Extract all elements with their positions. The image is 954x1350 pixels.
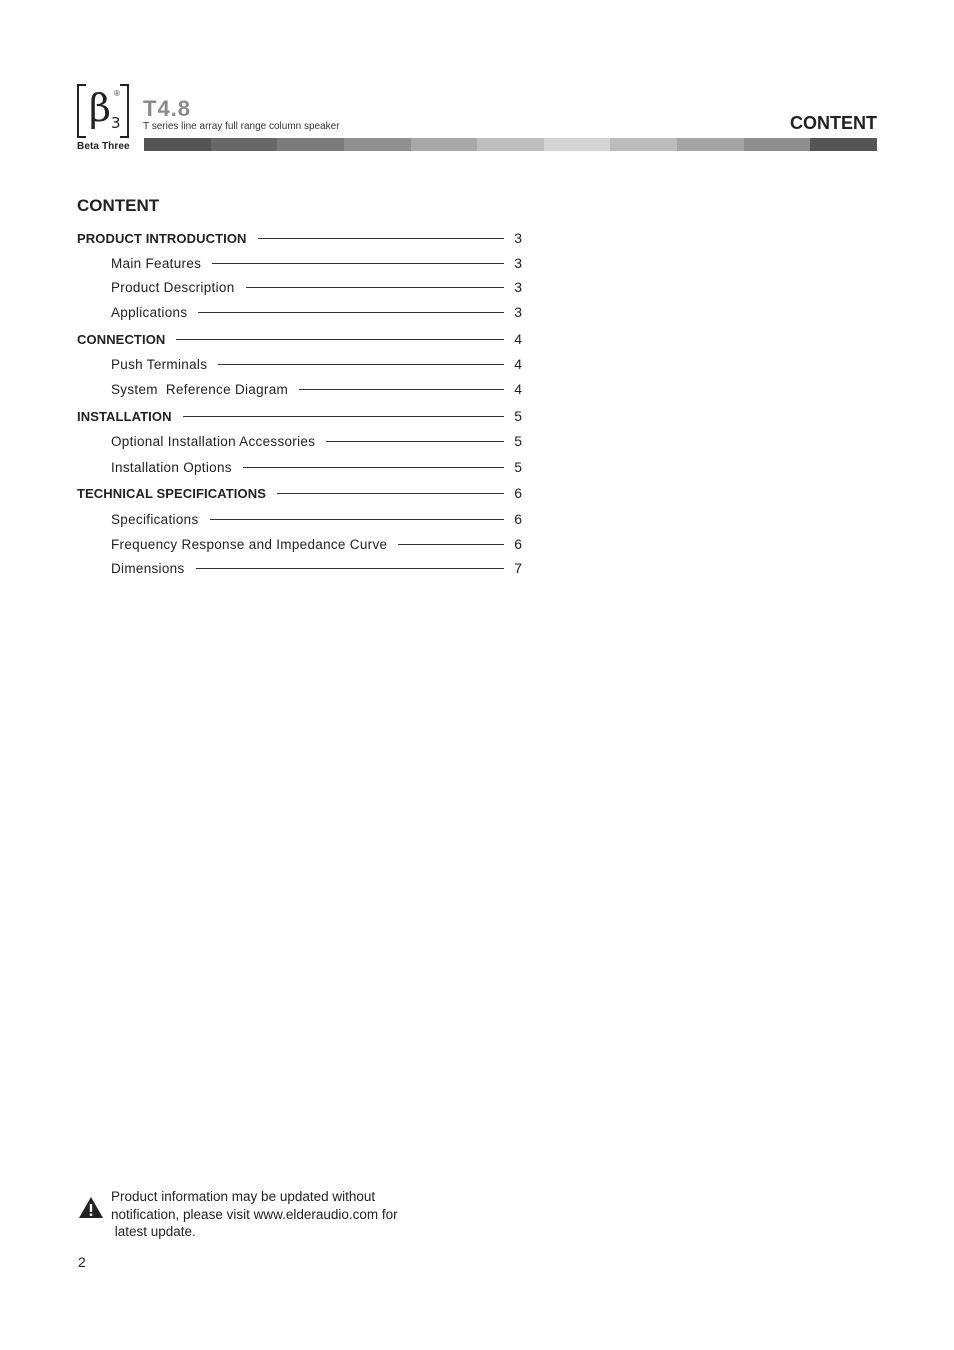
toc-entry-label: CONNECTION xyxy=(77,331,166,347)
toc-entry[interactable] xyxy=(77,276,522,298)
color-bar-segment xyxy=(810,138,877,151)
toc-entry[interactable] xyxy=(77,328,522,350)
color-bar-segment xyxy=(610,138,677,151)
toc-entry-label: Optional Installation Accessories xyxy=(111,433,316,449)
logo-bracket-right xyxy=(120,84,129,138)
color-bar-segment xyxy=(144,138,211,151)
toc-leader-line xyxy=(198,312,504,313)
toc-leader-line xyxy=(218,364,504,365)
update-notice xyxy=(78,1188,458,1244)
toc-page-number: 6 xyxy=(514,485,522,501)
registered-mark: ® xyxy=(114,89,120,98)
toc-page-number: 3 xyxy=(514,230,522,246)
toc-page-number: 3 xyxy=(514,304,522,320)
toc-leader-line xyxy=(326,441,504,442)
toc-page-number: 4 xyxy=(514,356,522,372)
toc-leader-line xyxy=(210,519,505,520)
model-name: T4.8 xyxy=(143,96,192,121)
toc-entry[interactable] xyxy=(77,508,522,530)
toc-entry[interactable] xyxy=(77,378,522,400)
toc-entry-label: Frequency Response and Impedance Curve xyxy=(111,536,388,552)
logo-number: 3 xyxy=(111,114,121,132)
product-tagline: T series line array full range column speaker xyxy=(143,121,340,132)
header-color-bar xyxy=(144,138,877,151)
notice-line: latest update. xyxy=(111,1224,196,1239)
toc-page-number: 3 xyxy=(514,279,522,295)
toc-entry-label: Installation Options xyxy=(111,459,232,475)
color-bar-segment xyxy=(677,138,744,151)
toc-entry-label: Main Features xyxy=(111,255,202,271)
warning-triangle-icon xyxy=(78,1196,104,1219)
toc-entry[interactable] xyxy=(77,557,522,579)
toc-entry[interactable] xyxy=(77,482,522,504)
page-number: 2 xyxy=(78,1254,86,1270)
toc-entry-label: PRODUCT INTRODUCTION xyxy=(77,230,247,246)
toc-page-number: 3 xyxy=(514,255,522,271)
toc-leader-line xyxy=(398,544,504,545)
toc-page-number: 5 xyxy=(514,408,522,424)
toc-entry-label: TECHNICAL SPECIFICATIONS xyxy=(77,485,266,501)
color-bar-segment xyxy=(544,138,611,151)
color-bar-segment xyxy=(277,138,344,151)
color-bar-segment xyxy=(477,138,544,151)
toc-entry[interactable] xyxy=(77,430,522,452)
toc-entry[interactable] xyxy=(77,405,522,427)
toc-entry-label: Dimensions xyxy=(111,560,185,576)
logo-beta-symbol: β xyxy=(89,86,111,130)
toc-leader-line xyxy=(212,263,504,264)
toc-leader-line xyxy=(246,287,504,288)
notice-line: Product information may be updated without xyxy=(111,1189,376,1204)
toc-entry[interactable] xyxy=(77,533,522,555)
toc-leader-line xyxy=(299,389,504,390)
toc-leader-line xyxy=(183,416,504,417)
toc-leader-line xyxy=(258,238,504,239)
logo-bracket-left xyxy=(77,84,86,138)
toc-entry-label: Specifications xyxy=(111,511,199,527)
toc-entry-label: Product Description xyxy=(111,279,235,295)
toc-entry[interactable] xyxy=(77,353,522,375)
toc-leader-line xyxy=(196,568,504,569)
toc-page-number: 5 xyxy=(514,433,522,449)
toc-entry-label: System Reference Diagram xyxy=(111,381,289,397)
toc-entry-label: INSTALLATION xyxy=(77,408,172,424)
toc-entry[interactable] xyxy=(77,252,522,274)
toc-page-number: 4 xyxy=(514,381,522,397)
toc-entry[interactable] xyxy=(77,456,522,478)
toc-entry[interactable] xyxy=(77,227,522,249)
header-section-title: CONTENT xyxy=(790,113,877,133)
toc-entry-label: Applications xyxy=(111,304,188,320)
brand-logo xyxy=(77,84,129,138)
color-bar-segment xyxy=(211,138,278,151)
toc-page-number: 6 xyxy=(514,536,522,552)
toc-page-number: 7 xyxy=(514,560,522,576)
color-bar-segment xyxy=(344,138,411,151)
toc-heading: CONTENT xyxy=(77,196,160,215)
toc-entry[interactable] xyxy=(77,301,522,323)
toc-page-number: 6 xyxy=(514,511,522,527)
toc-entry-label: Push Terminals xyxy=(111,356,208,372)
color-bar-segment xyxy=(744,138,811,151)
toc-leader-line xyxy=(277,493,504,494)
brand-name: Beta Three xyxy=(77,141,130,152)
notice-text xyxy=(111,1188,451,1241)
toc-page-number: 4 xyxy=(514,331,522,347)
toc-leader-line xyxy=(176,339,504,340)
toc-page-number: 5 xyxy=(514,459,522,475)
color-bar-segment xyxy=(411,138,478,151)
toc-leader-line xyxy=(243,467,504,468)
notice-line: notification, please visit www.elderaudio.com for xyxy=(111,1206,398,1222)
